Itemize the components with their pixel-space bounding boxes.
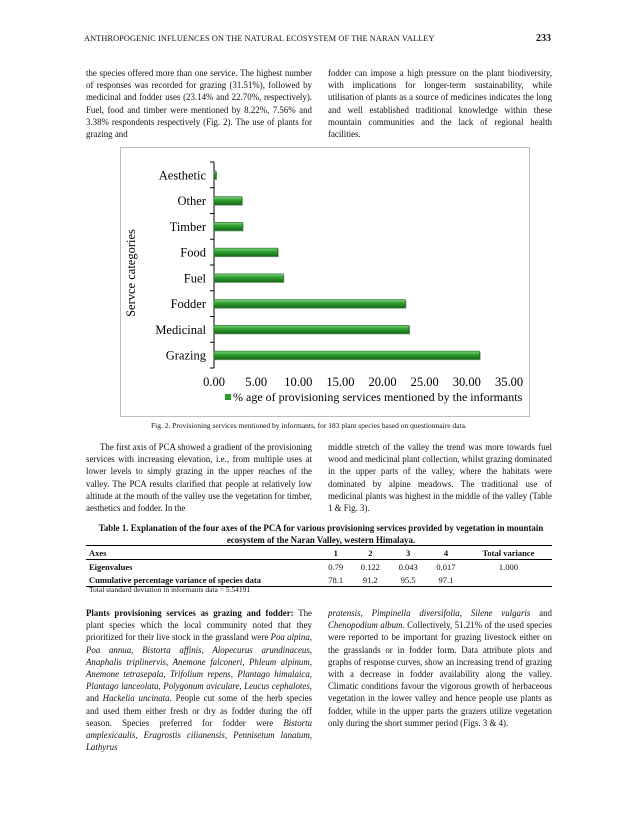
- x-tick-label: 35.00: [494, 375, 524, 389]
- table-cell: [465, 573, 552, 587]
- table-header-row: [86, 546, 552, 560]
- left-column-grazing: [86, 607, 312, 753]
- table-header: 3: [389, 546, 427, 560]
- bar-other: [214, 197, 242, 205]
- paragraph: middle stretch of the valley the trend was more towards fuel wood and medicinal plant collection, whilst grazing dominated in the upper parts of the valley, where the habitats were dominated by alpine meadows. The traditional use of medicinal plants was highest in the middle of the valley (Table 1 & Fig. 3).: [328, 442, 552, 514]
- paragraph: the species offered more than one service. The highest number of responses was recorded for grazing (31.51%), followed by medicinal and fodder uses (23.14% and 22.70%, respectively). Fuel, food and timber were mentioned by 8.22%, 7.56% and 3.38% respondents respectively (Fig. 2). The use of plants for grazing and: [86, 68, 312, 140]
- category-label-grazing: Grazing: [165, 348, 206, 363]
- category-label-medicinal: Medicinal: [155, 322, 206, 337]
- category-label-aesthetic: Aesthetic: [158, 168, 206, 183]
- table-cell: 78.1: [320, 573, 351, 587]
- bar-timber: [214, 222, 242, 230]
- table-cell: Cumulative percentage variance of species data: [86, 573, 320, 587]
- table-cell: 0.043: [398, 561, 418, 572]
- figure-2-chart: [120, 147, 530, 417]
- pca-table: [86, 545, 552, 587]
- legend-label: % age of provisioning services mentioned by the informants: [233, 390, 523, 404]
- x-tick-label: 5.00: [245, 375, 268, 389]
- bar-medicinal: [214, 325, 409, 333]
- running-header: ANTHROPOGENIC INFLUENCES ON THE NATURAL ECOSYSTEM OF THE NARAN VALLEY: [84, 34, 435, 43]
- category-label-fodder: Fodder: [170, 297, 206, 312]
- paragraph: The first axis of PCA showed a gradient of the provisioning services with increasing elevation, i.e., from multiple uses at lower levels to simply grazing in the upper reaches of the valley. The PCA results clarified that people at relatively low altitude at the mouth of the valley use the vegetation for timber, aesthetics and fodder. In the: [86, 442, 312, 514]
- bar-grazing: [214, 351, 480, 359]
- chart-axes: [210, 162, 214, 368]
- paragraph: [86, 607, 312, 753]
- table-cell: 95.5: [389, 573, 427, 587]
- y-axis-title: Servce categories: [124, 229, 138, 317]
- bar-fodder: [214, 300, 405, 308]
- page-number: 233: [536, 33, 551, 44]
- table-header: Axes: [86, 546, 320, 560]
- bar-fuel: [214, 274, 283, 282]
- right-column-grazing: [328, 607, 552, 729]
- species-name: Hackelia uncinata: [102, 693, 170, 704]
- text-run: . People cut some of the herb species and used them either fresh or dry as fodder during the off season. Species preferred for fodder were: [86, 693, 312, 728]
- paragraph: [328, 607, 552, 729]
- text-run: and: [86, 693, 103, 704]
- left-column-intro: [86, 67, 312, 140]
- x-tick-label: 25.00: [410, 375, 439, 389]
- table-row: [86, 560, 552, 574]
- text-run: . Collectively, 51.21% of the used species were reported to be important for grazing livestock either on the grasslands or in fodder form. Data attribute plots and graphs of response curves, show an increasing trend of grazing with a decrease in fodder availability along the valley. Climatic conditions favour the vigorous growth of herbaceous vegetation in the lower valley and hence people use plants as fodder, while in the upper parts the grazers utilize vegetation only during the short summer period (Figs. 3 & 4).: [328, 620, 552, 728]
- table-note: Total standard deviation in informants data = 5.54191: [89, 585, 251, 594]
- x-tick-labels: [203, 375, 523, 389]
- paragraph: fodder can impose a high pressure on the plant biodiversity, with implications for longer-term sustainability, while utilisation of plants as a source of medicines indicates the long and well established traditional knowledge within these mountain communities and the lack of regional health facilities.: [328, 68, 552, 140]
- bar-food: [214, 248, 278, 256]
- table-cell: 0.122: [360, 561, 380, 572]
- species-list: Poa alpina, Poa annua, Bistorta affinis, Alopecurus arundinaceus, Anaphalis triplinervis, Anemone falconeri, Phleum alpinum, Anemone tetrasepala, Trifolium repens, Plantago himalaica, Plantago lanceolata, Polygonum aviculare, Leucus cephalotes,: [86, 632, 312, 692]
- table-header: 1: [320, 546, 351, 560]
- section-heading: Plants provisioning services as grazing and fodder:: [86, 608, 294, 618]
- table-header: 2: [351, 546, 389, 560]
- text-run: and: [530, 608, 552, 618]
- bar-chart: [121, 148, 529, 416]
- table-cell: Eigenvalues: [89, 561, 133, 572]
- table-cell: 0.017: [436, 561, 456, 572]
- table-cell: 97.1: [427, 573, 465, 587]
- species-list: pratensis, Pimpinella diversifolia, Silene vulgaris: [328, 608, 531, 618]
- x-tick-label: 20.00: [368, 375, 397, 389]
- right-column-pca: [328, 441, 552, 514]
- species-list: Bistorta amplexicaulis, Eragrostis cilianensis, Pennisetum lanatum, Lathyrus: [86, 717, 312, 753]
- category-label-fuel: Fuel: [183, 271, 206, 286]
- category-label-other: Other: [177, 194, 206, 209]
- legend-swatch: [225, 394, 231, 400]
- x-tick-label: 0.00: [203, 375, 225, 389]
- table-title: Table 1. Explanation of the four axes of the PCA for various provisioning services provided by vegetation in mountain ecosystem of the Naran Valley, western Himalaya.: [98, 523, 544, 545]
- x-tick-label: 30.00: [452, 375, 481, 389]
- x-tick-label: 15.00: [326, 375, 355, 389]
- category-label-timber: Timber: [169, 219, 206, 234]
- table-cell: 1.000: [498, 561, 518, 572]
- table-header: Total variance: [465, 546, 552, 560]
- table-cell: 0.79: [328, 561, 344, 572]
- chart-bars: [214, 171, 481, 360]
- left-column-pca: [86, 441, 312, 514]
- text-run: The plant species which the local community noted that they prioritized for their live stock in the grassland were: [86, 608, 312, 643]
- right-column-intro: [328, 67, 552, 140]
- species-name: Chenopodium album: [328, 620, 403, 631]
- table-header: 4: [427, 546, 465, 560]
- x-tick-label: 10.00: [284, 375, 313, 389]
- bar-aesthetic: [214, 171, 216, 179]
- category-labels: [155, 168, 207, 362]
- table-cell: 91.2: [351, 573, 389, 587]
- category-label-food: Food: [180, 245, 206, 260]
- figure-caption: Fig. 2. Provisioning services mentioned by informants, for 183 plant species based on questionnaire data.: [151, 421, 467, 430]
